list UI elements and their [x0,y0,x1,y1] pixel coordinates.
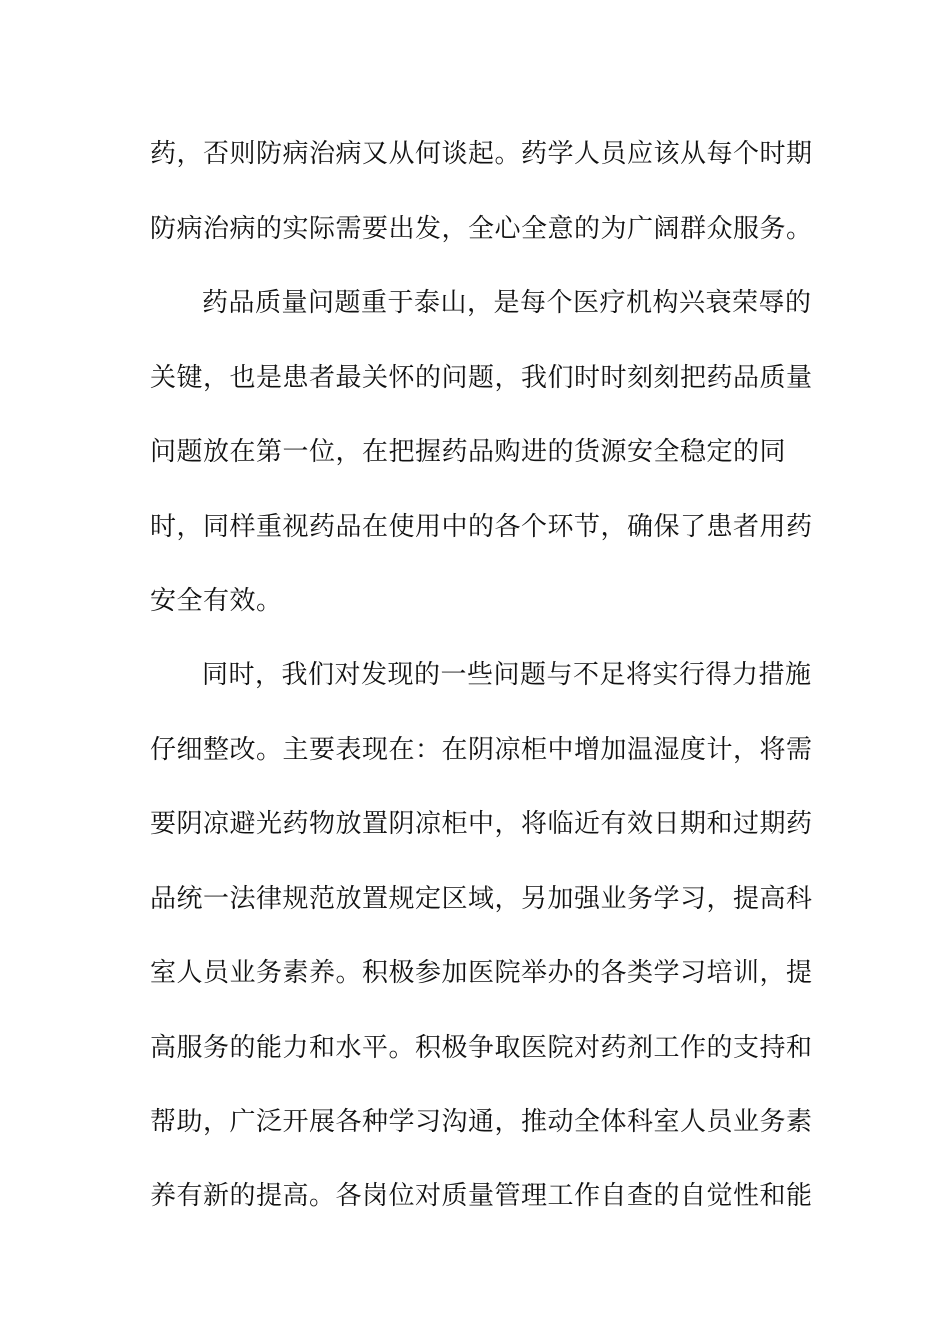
text-line: 高服务的能力和水平。积极争取医院对药剂工作的支持和 [150,1033,813,1063]
text-line: 帮助，广泛开展各种学习沟通，推动全体科室人员业务素 [150,1107,813,1137]
text-line: 时，同样重视药品在使用中的各个环节，确保了患者用药 [150,512,813,542]
text-line: 关键，也是患者最关怀的问题，我们时时刻刻把药品质量 [150,363,813,393]
text-line: 室人员业务素养。积极参加医院举办的各类学习培训，提 [150,958,813,988]
text-line: 防病治病的实际需要出发，全心全意的为广阔群众服务。 [150,214,813,244]
paragraph-start-line: 药品质量问题重于泰山，是每个医疗机构兴衰荣辱的 [202,288,812,318]
text-line: 仔细整改。主要表现在：在阴凉柜中增加温湿度计，将需 [150,735,813,765]
text-line: 问题放在第一位，在把握药品购进的货源安全稳定的同 [150,437,787,467]
text-line: 药，否则防病治病又从何谈起。药学人员应该从每个时期 [150,139,813,169]
text-line: 安全有效。 [150,586,283,616]
text-line: 品统一法律规范放置规定区域，另加强业务学习，提高科 [150,884,813,914]
text-line: 要阴凉避光药物放置阴凉柜中，将临近有效日期和过期药 [150,809,813,839]
text-line: 养有新的提高。各岗位对质量管理工作自查的自觉性和能 [150,1181,813,1211]
paragraph-start-line: 同时，我们对发现的一些问题与不足将实行得力措施 [202,660,812,690]
